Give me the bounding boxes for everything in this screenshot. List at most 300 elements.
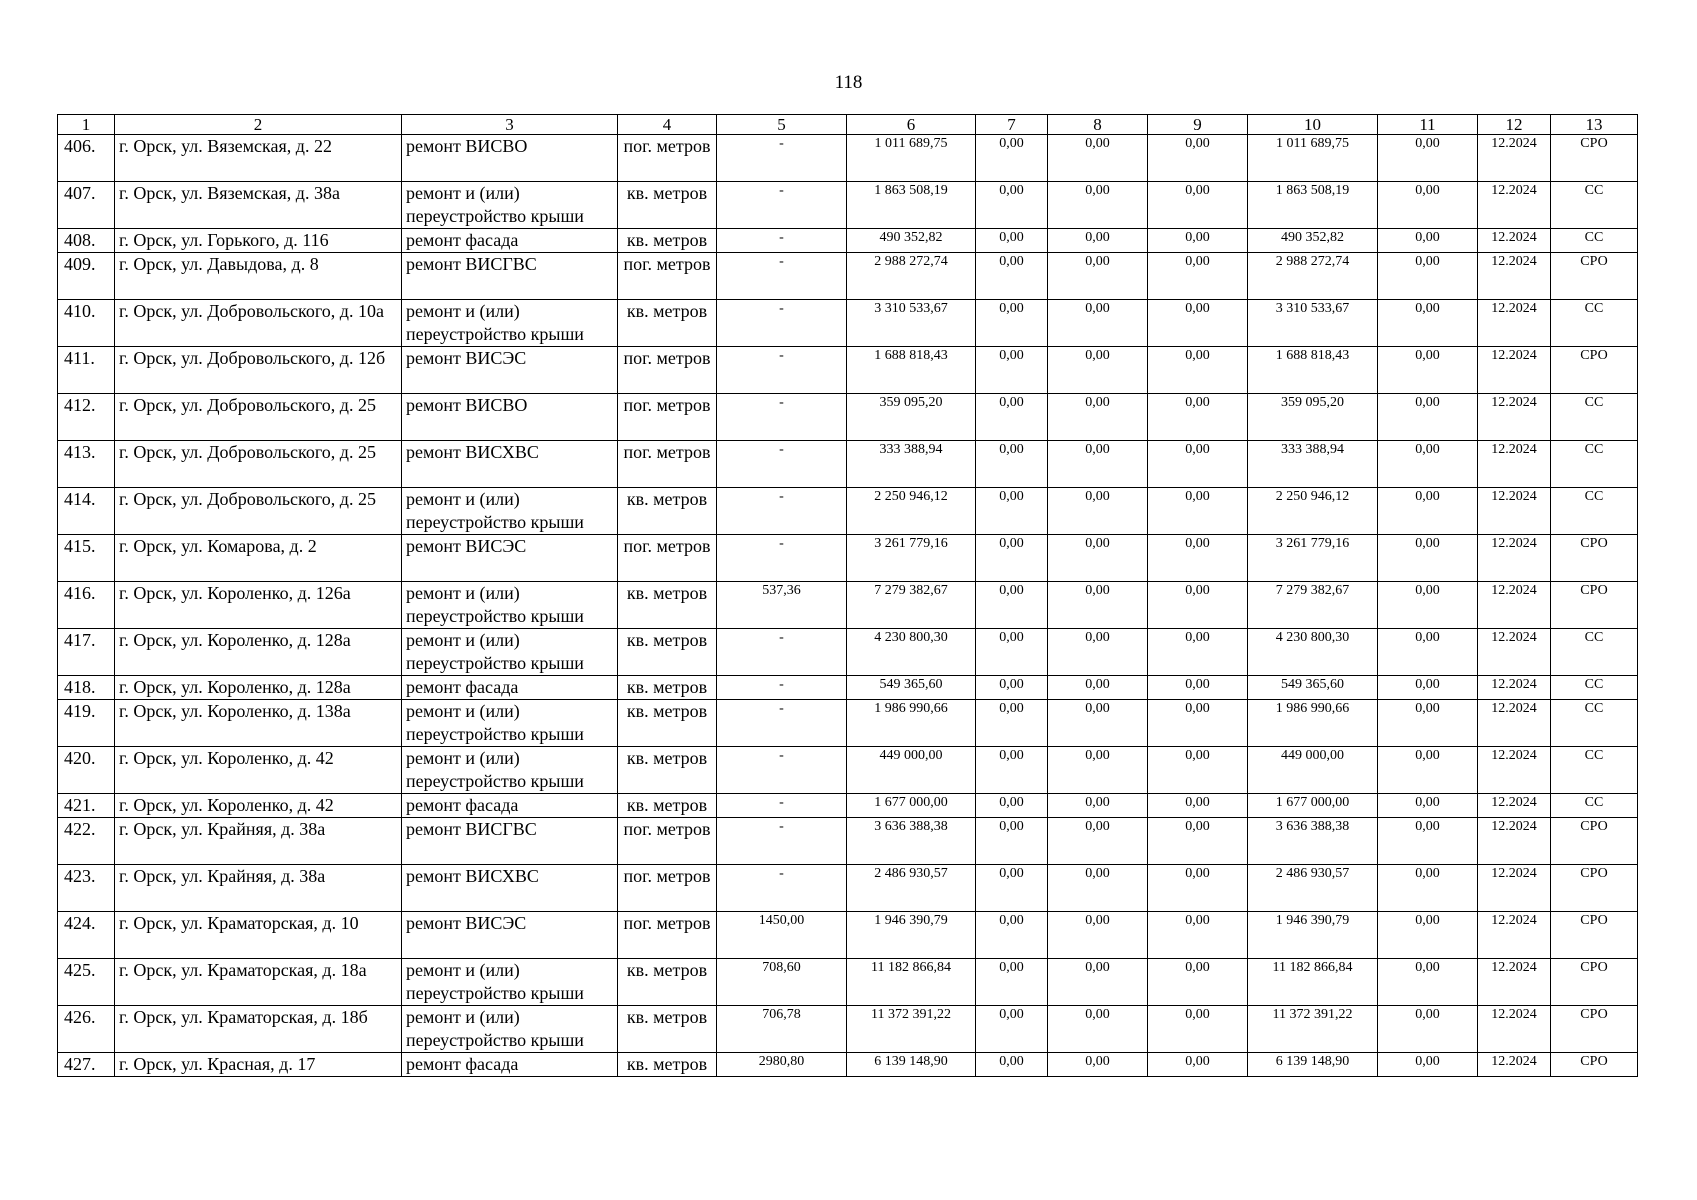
- unit-cell: пог. метров: [618, 253, 717, 300]
- col11-cell: 0,00: [1378, 629, 1478, 676]
- total-cost-cell: 11 182 866,84: [847, 959, 976, 1006]
- row-number: 407.: [58, 182, 115, 229]
- col9-cell: 0,00: [1148, 229, 1248, 253]
- col10-cell: 6 139 148,90: [1248, 1053, 1378, 1077]
- col10-cell: 2 486 930,57: [1248, 865, 1378, 912]
- column-header-4: 4: [618, 115, 717, 135]
- col7-cell: 0,00: [976, 912, 1048, 959]
- address-cell: г. Орск, ул. Добровольского, д. 25: [115, 441, 402, 488]
- column-header-6: 6: [847, 115, 976, 135]
- address-cell: г. Орск, ул. Короленко, д. 126а: [115, 582, 402, 629]
- method-cell: СРО: [1551, 582, 1638, 629]
- col8-cell: 0,00: [1048, 865, 1148, 912]
- work-type-cell: ремонт ВИСХВС: [402, 441, 618, 488]
- col11-cell: 0,00: [1378, 700, 1478, 747]
- method-cell: СС: [1551, 794, 1638, 818]
- row-number: 420.: [58, 747, 115, 794]
- method-cell: СС: [1551, 629, 1638, 676]
- table-row: [58, 229, 1638, 253]
- col9-cell: 0,00: [1148, 135, 1248, 182]
- unit-cell: кв. метров: [618, 1053, 717, 1077]
- column-header-10: 10: [1248, 115, 1378, 135]
- column-header-1: 1: [58, 115, 115, 135]
- col11-cell: 0,00: [1378, 1053, 1478, 1077]
- method-cell: СС: [1551, 488, 1638, 535]
- volume-cell: -: [717, 347, 847, 394]
- col9-cell: 0,00: [1148, 300, 1248, 347]
- work-type-cell: ремонт ВИСВО: [402, 394, 618, 441]
- total-cost-cell: 1 986 990,66: [847, 700, 976, 747]
- method-cell: СРО: [1551, 253, 1638, 300]
- col10-cell: 2 988 272,74: [1248, 253, 1378, 300]
- col8-cell: 0,00: [1048, 1006, 1148, 1053]
- total-cost-cell: 1 688 818,43: [847, 347, 976, 394]
- unit-cell: пог. метров: [618, 135, 717, 182]
- deadline-cell: 12.2024: [1478, 182, 1551, 229]
- volume-cell: 2980,80: [717, 1053, 847, 1077]
- total-cost-cell: 1 946 390,79: [847, 912, 976, 959]
- row-number: 413.: [58, 441, 115, 488]
- deadline-cell: 12.2024: [1478, 676, 1551, 700]
- col8-cell: 0,00: [1048, 747, 1148, 794]
- deadline-cell: 12.2024: [1478, 865, 1551, 912]
- col8-cell: 0,00: [1048, 394, 1148, 441]
- col7-cell: 0,00: [976, 865, 1048, 912]
- work-type-cell: ремонт ВИСГВС: [402, 818, 618, 865]
- col11-cell: 0,00: [1378, 747, 1478, 794]
- unit-cell: кв. метров: [618, 488, 717, 535]
- volume-cell: -: [717, 747, 847, 794]
- address-cell: г. Орск, ул. Крайняя, д. 38а: [115, 865, 402, 912]
- row-number: 414.: [58, 488, 115, 535]
- deadline-cell: 12.2024: [1478, 818, 1551, 865]
- row-number: 418.: [58, 676, 115, 700]
- total-cost-cell: 2 988 272,74: [847, 253, 976, 300]
- address-cell: г. Орск, ул. Комарова, д. 2: [115, 535, 402, 582]
- row-number: 421.: [58, 794, 115, 818]
- unit-cell: кв. метров: [618, 700, 717, 747]
- work-type-cell: ремонт и (или) переустройство крыши: [402, 959, 618, 1006]
- volume-cell: -: [717, 535, 847, 582]
- deadline-cell: 12.2024: [1478, 488, 1551, 535]
- address-cell: г. Орск, ул. Красная, д. 17: [115, 1053, 402, 1077]
- work-type-cell: ремонт ВИСВО: [402, 135, 618, 182]
- work-type-cell: ремонт и (или) переустройство крыши: [402, 1006, 618, 1053]
- work-type-cell: ремонт и (или) переустройство крыши: [402, 300, 618, 347]
- col9-cell: 0,00: [1148, 818, 1248, 865]
- col8-cell: 0,00: [1048, 300, 1148, 347]
- total-cost-cell: 7 279 382,67: [847, 582, 976, 629]
- deadline-cell: 12.2024: [1478, 629, 1551, 676]
- column-header-3: 3: [402, 115, 618, 135]
- col7-cell: 0,00: [976, 488, 1048, 535]
- address-cell: г. Орск, ул. Короленко, д. 138а: [115, 700, 402, 747]
- deadline-cell: 12.2024: [1478, 1006, 1551, 1053]
- deadline-cell: 12.2024: [1478, 1053, 1551, 1077]
- col8-cell: 0,00: [1048, 912, 1148, 959]
- total-cost-cell: 3 636 388,38: [847, 818, 976, 865]
- col8-cell: 0,00: [1048, 818, 1148, 865]
- col10-cell: 3 310 533,67: [1248, 300, 1378, 347]
- total-cost-cell: 490 352,82: [847, 229, 976, 253]
- col9-cell: 0,00: [1148, 535, 1248, 582]
- method-cell: СРО: [1551, 535, 1638, 582]
- table-row: [58, 794, 1638, 818]
- col11-cell: 0,00: [1378, 253, 1478, 300]
- col8-cell: 0,00: [1048, 1053, 1148, 1077]
- address-cell: г. Орск, ул. Короленко, д. 128а: [115, 676, 402, 700]
- method-cell: СС: [1551, 747, 1638, 794]
- table-row: [58, 912, 1638, 959]
- col8-cell: 0,00: [1048, 700, 1148, 747]
- total-cost-cell: 3 261 779,16: [847, 535, 976, 582]
- deadline-cell: 12.2024: [1478, 253, 1551, 300]
- col11-cell: 0,00: [1378, 135, 1478, 182]
- unit-cell: кв. метров: [618, 229, 717, 253]
- row-number: 424.: [58, 912, 115, 959]
- address-cell: г. Орск, ул. Краматорская, д. 10: [115, 912, 402, 959]
- row-number: 415.: [58, 535, 115, 582]
- total-cost-cell: 549 365,60: [847, 676, 976, 700]
- volume-cell: -: [717, 300, 847, 347]
- method-cell: СРО: [1551, 1006, 1638, 1053]
- table-body: [58, 135, 1638, 1077]
- volume-cell: -: [717, 700, 847, 747]
- col7-cell: 0,00: [976, 347, 1048, 394]
- deadline-cell: 12.2024: [1478, 700, 1551, 747]
- table-row: [58, 347, 1638, 394]
- work-type-cell: ремонт и (или) переустройство крыши: [402, 747, 618, 794]
- col8-cell: 0,00: [1048, 582, 1148, 629]
- volume-cell: 537,36: [717, 582, 847, 629]
- method-cell: СС: [1551, 441, 1638, 488]
- work-type-cell: ремонт и (или) переустройство крыши: [402, 582, 618, 629]
- total-cost-cell: 6 139 148,90: [847, 1053, 976, 1077]
- col9-cell: 0,00: [1148, 441, 1248, 488]
- table-row: [58, 441, 1638, 488]
- total-cost-cell: 1 863 508,19: [847, 182, 976, 229]
- col7-cell: 0,00: [976, 182, 1048, 229]
- col10-cell: 449 000,00: [1248, 747, 1378, 794]
- unit-cell: пог. метров: [618, 394, 717, 441]
- row-number: 425.: [58, 959, 115, 1006]
- col10-cell: 333 388,94: [1248, 441, 1378, 488]
- col7-cell: 0,00: [976, 394, 1048, 441]
- col11-cell: 0,00: [1378, 535, 1478, 582]
- col7-cell: 0,00: [976, 582, 1048, 629]
- work-type-cell: ремонт фасада: [402, 676, 618, 700]
- address-cell: г. Орск, ул. Короленко, д. 128а: [115, 629, 402, 676]
- work-type-cell: ремонт ВИСГВС: [402, 253, 618, 300]
- col7-cell: 0,00: [976, 747, 1048, 794]
- col9-cell: 0,00: [1148, 959, 1248, 1006]
- col10-cell: 1 677 000,00: [1248, 794, 1378, 818]
- col7-cell: 0,00: [976, 676, 1048, 700]
- volume-cell: -: [717, 676, 847, 700]
- col9-cell: 0,00: [1148, 182, 1248, 229]
- col9-cell: 0,00: [1148, 676, 1248, 700]
- volume-cell: -: [717, 818, 847, 865]
- table-row: [58, 865, 1638, 912]
- col8-cell: 0,00: [1048, 135, 1148, 182]
- col9-cell: 0,00: [1148, 1006, 1248, 1053]
- volume-cell: -: [717, 182, 847, 229]
- column-header-11: 11: [1378, 115, 1478, 135]
- deadline-cell: 12.2024: [1478, 394, 1551, 441]
- col9-cell: 0,00: [1148, 912, 1248, 959]
- address-cell: г. Орск, ул. Добровольского, д. 12б: [115, 347, 402, 394]
- col9-cell: 0,00: [1148, 747, 1248, 794]
- total-cost-cell: 333 388,94: [847, 441, 976, 488]
- total-cost-cell: 1 677 000,00: [847, 794, 976, 818]
- col10-cell: 359 095,20: [1248, 394, 1378, 441]
- col8-cell: 0,00: [1048, 253, 1148, 300]
- address-cell: г. Орск, ул. Короленко, д. 42: [115, 794, 402, 818]
- col11-cell: 0,00: [1378, 794, 1478, 818]
- deadline-cell: 12.2024: [1478, 794, 1551, 818]
- col7-cell: 0,00: [976, 818, 1048, 865]
- table-row: [58, 300, 1638, 347]
- col10-cell: 490 352,82: [1248, 229, 1378, 253]
- col7-cell: 0,00: [976, 441, 1048, 488]
- col10-cell: 11 182 866,84: [1248, 959, 1378, 1006]
- address-cell: г. Орск, ул. Вяземская, д. 22: [115, 135, 402, 182]
- work-type-cell: ремонт фасада: [402, 794, 618, 818]
- table-row: [58, 488, 1638, 535]
- method-cell: СС: [1551, 182, 1638, 229]
- column-header-7: 7: [976, 115, 1048, 135]
- column-header-8: 8: [1048, 115, 1148, 135]
- col10-cell: 1 863 508,19: [1248, 182, 1378, 229]
- deadline-cell: 12.2024: [1478, 582, 1551, 629]
- col7-cell: 0,00: [976, 253, 1048, 300]
- method-cell: СС: [1551, 676, 1638, 700]
- col9-cell: 0,00: [1148, 582, 1248, 629]
- volume-cell: -: [717, 394, 847, 441]
- row-number: 410.: [58, 300, 115, 347]
- col11-cell: 0,00: [1378, 865, 1478, 912]
- table-row: [58, 582, 1638, 629]
- col11-cell: 0,00: [1378, 582, 1478, 629]
- col7-cell: 0,00: [976, 300, 1048, 347]
- unit-cell: пог. метров: [618, 347, 717, 394]
- col11-cell: 0,00: [1378, 959, 1478, 1006]
- col7-cell: 0,00: [976, 1006, 1048, 1053]
- total-cost-cell: 4 230 800,30: [847, 629, 976, 676]
- address-cell: г. Орск, ул. Горького, д. 116: [115, 229, 402, 253]
- volume-cell: -: [717, 865, 847, 912]
- work-type-cell: ремонт ВИСЭС: [402, 347, 618, 394]
- method-cell: СРО: [1551, 1053, 1638, 1077]
- table-row: [58, 394, 1638, 441]
- col11-cell: 0,00: [1378, 229, 1478, 253]
- work-type-cell: ремонт и (или) переустройство крыши: [402, 488, 618, 535]
- col10-cell: 1 688 818,43: [1248, 347, 1378, 394]
- col10-cell: 2 250 946,12: [1248, 488, 1378, 535]
- table-row: [58, 818, 1638, 865]
- deadline-cell: 12.2024: [1478, 300, 1551, 347]
- address-cell: г. Орск, ул. Давыдова, д. 8: [115, 253, 402, 300]
- col11-cell: 0,00: [1378, 1006, 1478, 1053]
- method-cell: СРО: [1551, 818, 1638, 865]
- column-header-9: 9: [1148, 115, 1248, 135]
- work-type-cell: ремонт фасада: [402, 229, 618, 253]
- col10-cell: 3 636 388,38: [1248, 818, 1378, 865]
- total-cost-cell: 11 372 391,22: [847, 1006, 976, 1053]
- unit-cell: пог. метров: [618, 865, 717, 912]
- col8-cell: 0,00: [1048, 535, 1148, 582]
- volume-cell: -: [717, 135, 847, 182]
- col8-cell: 0,00: [1048, 794, 1148, 818]
- method-cell: СС: [1551, 229, 1638, 253]
- row-number: 406.: [58, 135, 115, 182]
- volume-cell: -: [717, 441, 847, 488]
- table-row: [58, 700, 1638, 747]
- address-cell: г. Орск, ул. Добровольского, д. 25: [115, 394, 402, 441]
- volume-cell: 706,78: [717, 1006, 847, 1053]
- table-row: [58, 1053, 1638, 1077]
- col7-cell: 0,00: [976, 794, 1048, 818]
- row-number: 422.: [58, 818, 115, 865]
- table-row: [58, 535, 1638, 582]
- deadline-cell: 12.2024: [1478, 747, 1551, 794]
- column-header-5: 5: [717, 115, 847, 135]
- col11-cell: 0,00: [1378, 912, 1478, 959]
- address-cell: г. Орск, ул. Добровольского, д. 10а: [115, 300, 402, 347]
- table-row: [58, 182, 1638, 229]
- col9-cell: 0,00: [1148, 347, 1248, 394]
- unit-cell: кв. метров: [618, 300, 717, 347]
- col7-cell: 0,00: [976, 959, 1048, 1006]
- volume-cell: 1450,00: [717, 912, 847, 959]
- col10-cell: 11 372 391,22: [1248, 1006, 1378, 1053]
- row-number: 417.: [58, 629, 115, 676]
- method-cell: СС: [1551, 700, 1638, 747]
- col8-cell: 0,00: [1048, 676, 1148, 700]
- address-cell: г. Орск, ул. Добровольского, д. 25: [115, 488, 402, 535]
- unit-cell: пог. метров: [618, 912, 717, 959]
- work-type-cell: ремонт ВИСХВС: [402, 865, 618, 912]
- total-cost-cell: 449 000,00: [847, 747, 976, 794]
- total-cost-cell: 3 310 533,67: [847, 300, 976, 347]
- work-type-cell: ремонт ВИСЭС: [402, 535, 618, 582]
- deadline-cell: 12.2024: [1478, 959, 1551, 1006]
- volume-cell: -: [717, 253, 847, 300]
- table-row: [58, 629, 1638, 676]
- row-number: 412.: [58, 394, 115, 441]
- method-cell: СРО: [1551, 135, 1638, 182]
- unit-cell: пог. метров: [618, 441, 717, 488]
- row-number: 423.: [58, 865, 115, 912]
- deadline-cell: 12.2024: [1478, 912, 1551, 959]
- col8-cell: 0,00: [1048, 629, 1148, 676]
- deadline-cell: 12.2024: [1478, 347, 1551, 394]
- total-cost-cell: 2 250 946,12: [847, 488, 976, 535]
- col7-cell: 0,00: [976, 700, 1048, 747]
- deadline-cell: 12.2024: [1478, 229, 1551, 253]
- deadline-cell: 12.2024: [1478, 535, 1551, 582]
- row-number: 416.: [58, 582, 115, 629]
- col9-cell: 0,00: [1148, 700, 1248, 747]
- deadline-cell: 12.2024: [1478, 441, 1551, 488]
- table-row: [58, 1006, 1638, 1053]
- method-cell: СС: [1551, 300, 1638, 347]
- col9-cell: 0,00: [1148, 865, 1248, 912]
- volume-cell: -: [717, 794, 847, 818]
- col10-cell: 3 261 779,16: [1248, 535, 1378, 582]
- table-row: [58, 959, 1638, 1006]
- col11-cell: 0,00: [1378, 300, 1478, 347]
- col7-cell: 0,00: [976, 535, 1048, 582]
- method-cell: СС: [1551, 394, 1638, 441]
- col7-cell: 0,00: [976, 229, 1048, 253]
- col7-cell: 0,00: [976, 135, 1048, 182]
- unit-cell: кв. метров: [618, 747, 717, 794]
- work-type-cell: ремонт и (или) переустройство крыши: [402, 700, 618, 747]
- address-cell: г. Орск, ул. Краматорская, д. 18б: [115, 1006, 402, 1053]
- row-number: 426.: [58, 1006, 115, 1053]
- col11-cell: 0,00: [1378, 347, 1478, 394]
- col10-cell: 1 946 390,79: [1248, 912, 1378, 959]
- column-header-13: 13: [1551, 115, 1638, 135]
- row-number: 419.: [58, 700, 115, 747]
- row-number: 411.: [58, 347, 115, 394]
- col9-cell: 0,00: [1148, 253, 1248, 300]
- work-type-cell: ремонт и (или) переустройство крыши: [402, 629, 618, 676]
- col11-cell: 0,00: [1378, 441, 1478, 488]
- unit-cell: кв. метров: [618, 182, 717, 229]
- col9-cell: 0,00: [1148, 488, 1248, 535]
- unit-cell: кв. метров: [618, 794, 717, 818]
- address-cell: г. Орск, ул. Крайняя, д. 38а: [115, 818, 402, 865]
- col9-cell: 0,00: [1148, 394, 1248, 441]
- unit-cell: кв. метров: [618, 676, 717, 700]
- volume-cell: -: [717, 229, 847, 253]
- col11-cell: 0,00: [1378, 394, 1478, 441]
- col10-cell: 7 279 382,67: [1248, 582, 1378, 629]
- table-row: [58, 676, 1638, 700]
- address-cell: г. Орск, ул. Краматорская, д. 18а: [115, 959, 402, 1006]
- col11-cell: 0,00: [1378, 488, 1478, 535]
- col7-cell: 0,00: [976, 629, 1048, 676]
- address-cell: г. Орск, ул. Вяземская, д. 38а: [115, 182, 402, 229]
- unit-cell: кв. метров: [618, 582, 717, 629]
- row-number: 408.: [58, 229, 115, 253]
- deadline-cell: 12.2024: [1478, 135, 1551, 182]
- col10-cell: 549 365,60: [1248, 676, 1378, 700]
- col10-cell: 1 011 689,75: [1248, 135, 1378, 182]
- column-header-12: 12: [1478, 115, 1551, 135]
- col9-cell: 0,00: [1148, 794, 1248, 818]
- column-header-2: 2: [115, 115, 402, 135]
- col8-cell: 0,00: [1048, 347, 1148, 394]
- unit-cell: кв. метров: [618, 629, 717, 676]
- work-type-cell: ремонт ВИСЭС: [402, 912, 618, 959]
- volume-cell: -: [717, 629, 847, 676]
- col8-cell: 0,00: [1048, 182, 1148, 229]
- method-cell: СРО: [1551, 959, 1638, 1006]
- table-row: [58, 253, 1638, 300]
- col11-cell: 0,00: [1378, 676, 1478, 700]
- work-type-cell: ремонт и (или) переустройство крыши: [402, 182, 618, 229]
- method-cell: СРО: [1551, 912, 1638, 959]
- col11-cell: 0,00: [1378, 818, 1478, 865]
- col10-cell: 4 230 800,30: [1248, 629, 1378, 676]
- unit-cell: кв. метров: [618, 1006, 717, 1053]
- works-table: [57, 114, 1638, 1077]
- method-cell: СРО: [1551, 865, 1638, 912]
- work-type-cell: ремонт фасада: [402, 1053, 618, 1077]
